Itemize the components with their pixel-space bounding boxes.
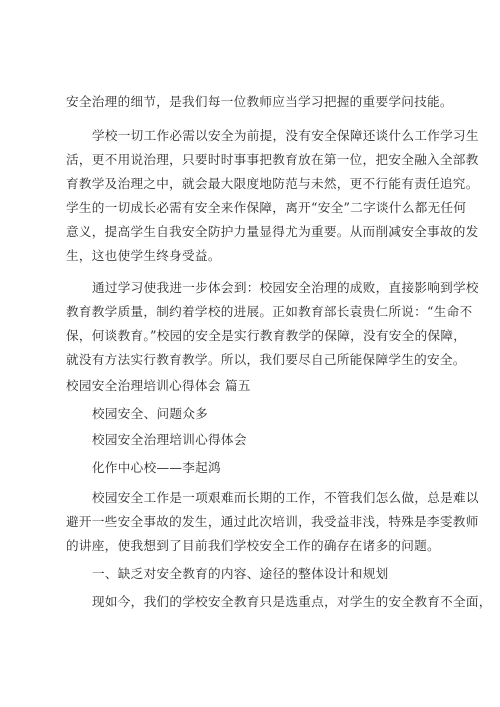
paragraph-line: 避开一些安全事故的发生，通过此次培训，我受益非浅，特殊是李雯教师	[66, 514, 479, 529]
subsection-heading: 一、缺乏对安全教育的内容、途径的整体设计和规划	[92, 566, 389, 581]
paragraph-line: 教育教学质量，制约着学校的进展。正如教育部长袁贵仁所说：“生命不	[66, 304, 473, 319]
paragraph-line: 活，更不用说治理，只要时时事事把教育放在第一位，把安全融入全部教	[66, 152, 479, 167]
paragraph-line: 校园安全工作是一项艰难而长期的工作，不管我们怎么做，总是难以	[92, 490, 479, 505]
section-heading: 校园安全治理培训心得体会 篇五	[66, 378, 251, 393]
author-line: 化作中心校——李起鸿	[92, 460, 221, 475]
paragraph-line: 意义，提高学生自我安全防护力量显得尤为重要。从而削减安全事故的发	[66, 224, 479, 239]
paragraph-line: 育教学及治理之中，就会最大限度地防范与未然，更不行能有责任追究。	[66, 176, 479, 191]
paragraph-line: 现如今，我们的学校安全教育只是选重点，对学生的安全教育不全面，	[92, 594, 492, 609]
paragraph-line: 学校一切工作必需以安全为前提，没有安全保障还谈什么工作学习生	[92, 128, 479, 143]
paragraph-line: 学生的一切成长必需有安全来作保障，离开“安全”二字谈什么都无任何	[66, 200, 467, 215]
subheading-line: 校园安全、问题众多	[92, 406, 209, 421]
paragraph-line: 安全治理的细节，是我们每一位教师应当学习把握的重要学问技能。	[66, 94, 453, 109]
paragraph-line: 通过学习使我进一步体会到：校园安全治理的成败，直接影响到学校	[92, 280, 479, 295]
subheading-line: 校园安全治理培训心得体会	[92, 432, 247, 447]
paragraph-line: 就没有方法实行教育教学。所以，我们要尽自己所能保障学生的安全。	[66, 352, 466, 367]
paragraph-line: 的讲座，使我想到了目前我们学校安全工作的确存在诸多的问题。	[66, 538, 440, 553]
paragraph-line: 保，何谈教育。”校园的安全是实行教育教学的保障，没有安全的保障，	[66, 328, 467, 343]
paragraph-line: 生，这也使学生终身受益。	[66, 248, 221, 263]
